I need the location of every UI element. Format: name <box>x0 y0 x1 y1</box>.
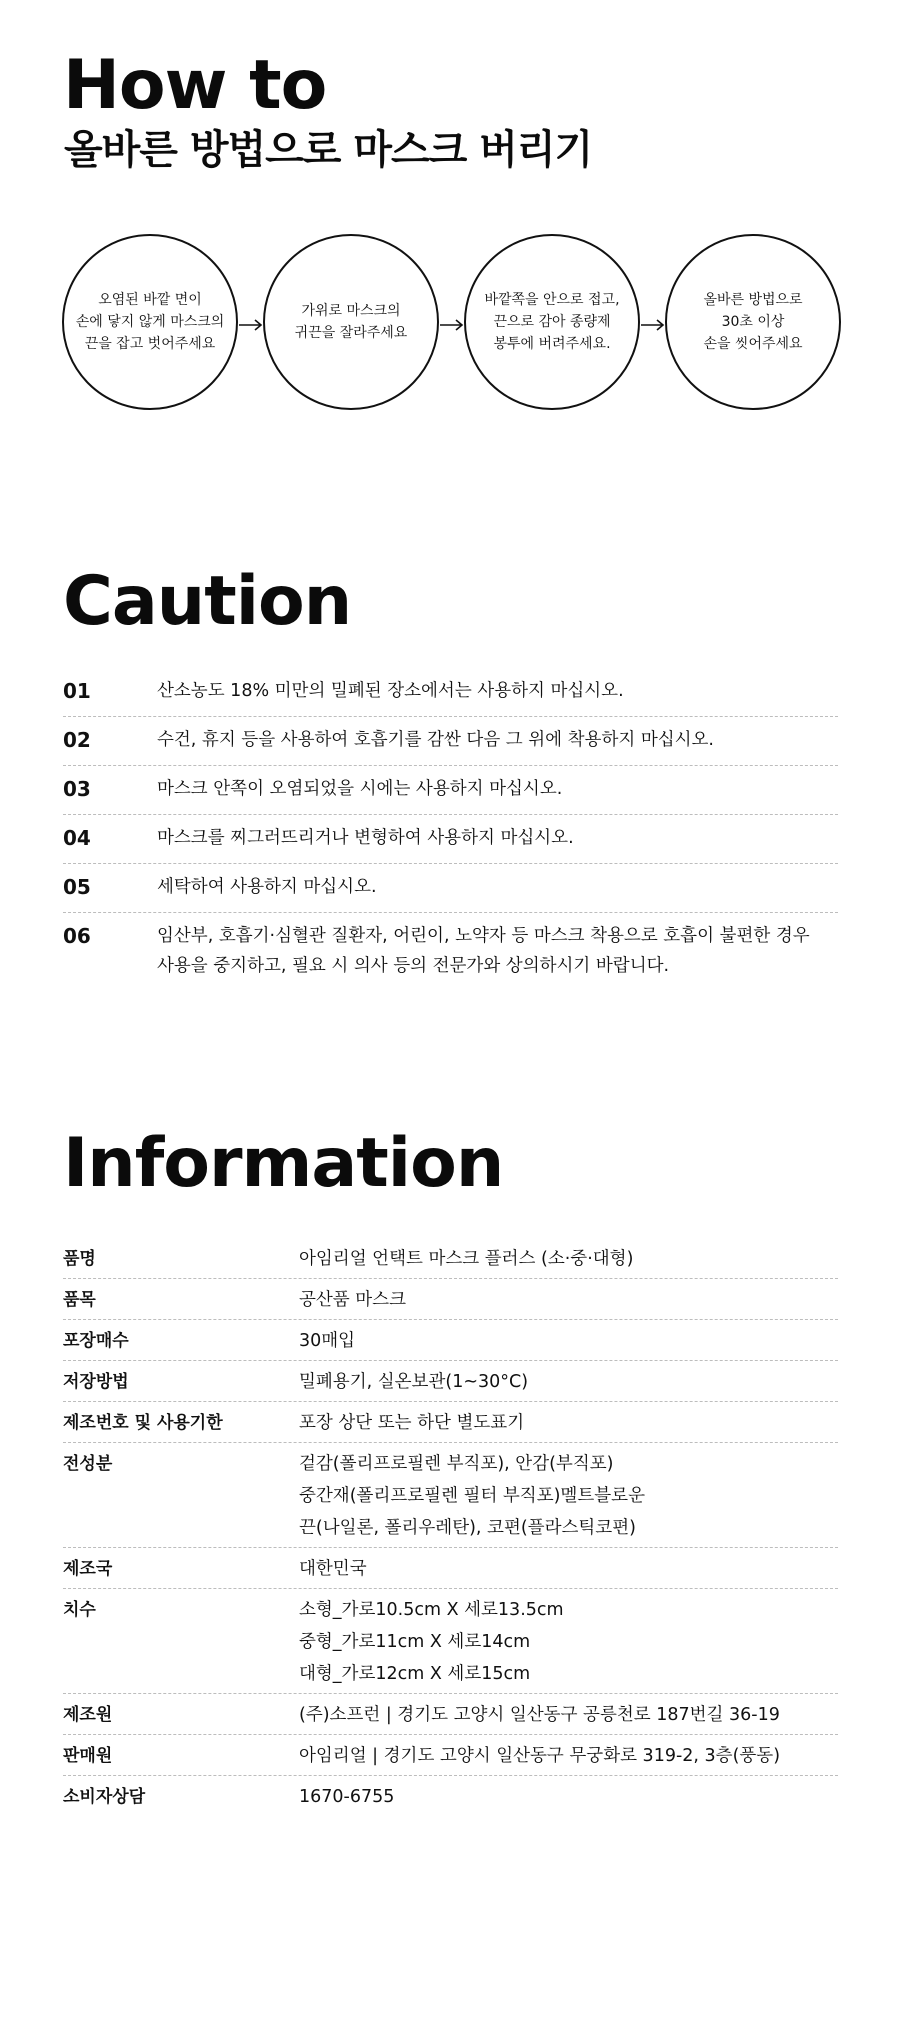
caution-number: 02 <box>63 728 91 752</box>
step-3-circle <box>464 234 640 410</box>
caution-item <box>63 864 838 913</box>
caution-number: 01 <box>63 679 91 703</box>
caution-list <box>63 668 838 991</box>
info-row-ingredients <box>63 1443 838 1548</box>
caution-number: 03 <box>63 777 91 801</box>
info-row-item-type <box>63 1279 838 1320</box>
caution-item <box>63 766 838 815</box>
info-label: 판매원 <box>63 1746 113 1766</box>
howto-steps <box>62 234 842 416</box>
caution-item <box>63 668 838 717</box>
info-value: 1670-6755 <box>299 1787 395 1807</box>
info-value: 소형_가로10.5cm X 세로13.5cm 중형_가로11cm X 세로14cm 대형_가로12cm X 세로15cm <box>299 1600 564 1684</box>
caution-number: 06 <box>63 924 91 948</box>
step-2-circle <box>263 234 439 410</box>
info-label: 품명 <box>63 1249 96 1269</box>
caution-text: 산소농도 18% 미만의 밀폐된 장소에서는 사용하지 마십시오. <box>157 681 624 701</box>
info-row-dimensions <box>63 1589 838 1694</box>
step-3-text: 바깥쪽을 안으로 접고, 끈으로 감아 종량제 봉투에 버려주세요. <box>484 292 620 352</box>
info-value: 공산품 마스크 <box>299 1290 406 1310</box>
info-value: 겉감(폴리프로필렌 부직포), 안감(부직포) 중간재(폴리프로필렌 필터 부직포)멜트블로운 끈(나일론, 폴리우레탄), 코편(플라스틱코편) <box>299 1454 645 1538</box>
info-label: 제조번호 및 사용기한 <box>63 1413 223 1433</box>
info-label: 저장방법 <box>63 1372 129 1392</box>
information-table <box>63 1238 838 1816</box>
step-1-circle <box>62 234 238 410</box>
howto-subtitle: 올바른 방법으로 마스크 버리기 <box>64 127 593 173</box>
arrow-right-icon <box>440 324 464 326</box>
info-value: 아임리얼 언택트 마스크 플러스 (소·중·대형) <box>299 1249 634 1269</box>
info-value: 포장 상단 또는 하단 별도표기 <box>299 1413 525 1433</box>
caution-text: 마스크 안쪽이 오염되었을 시에는 사용하지 마십시오. <box>157 779 563 799</box>
info-label: 전성분 <box>63 1454 113 1474</box>
info-row-pack-count <box>63 1320 838 1361</box>
info-value: 30매입 <box>299 1331 356 1351</box>
info-label: 품목 <box>63 1290 96 1310</box>
caution-item <box>63 717 838 766</box>
info-row-product-name <box>63 1238 838 1279</box>
info-row-country <box>63 1548 838 1589</box>
caution-item <box>63 913 838 991</box>
info-label: 제조국 <box>63 1559 113 1579</box>
step-1-text: 오염된 바깥 면이 손에 닿지 않게 마스크의 끈을 잡고 벗어주세요 <box>75 292 225 352</box>
info-row-manufacturer <box>63 1694 838 1735</box>
caution-text: 수건, 휴지 등을 사용하여 호흡기를 감싼 다음 그 위에 착용하지 마십시오. <box>157 730 714 750</box>
info-value: 밀폐용기, 실온보관(1~30°C) <box>299 1372 529 1392</box>
info-value: (주)소프런 | 경기도 고양시 일산동구 공릉천로 187번길 36-19 <box>299 1705 780 1725</box>
caution-text: 임산부, 호흡기·심혈관 질환자, 어린이, 노약자 등 마스크 착용으로 호흡이 불편한 경우 사용을 중지하고, 필요 시 의사 등의 전문가와 상의하시기 바랍니다. <box>157 926 810 976</box>
caution-text: 세탁하여 사용하지 마십시오. <box>157 877 377 897</box>
info-row-seller <box>63 1735 838 1776</box>
caution-item <box>63 815 838 864</box>
arrow-right-icon <box>239 324 263 326</box>
step-4-text: 올바른 방법으로 30초 이상 손을 씻어주세요 <box>703 292 803 352</box>
caution-title: Caution <box>63 562 352 641</box>
info-row-storage <box>63 1361 838 1402</box>
arrow-right-icon <box>641 324 665 326</box>
info-label: 소비자상담 <box>63 1787 146 1807</box>
caution-number: 05 <box>63 875 91 899</box>
information-title: Information <box>63 1124 504 1203</box>
info-row-lot-expiry <box>63 1402 838 1443</box>
info-label: 제조원 <box>63 1705 113 1725</box>
info-value: 아임리얼 | 경기도 고양시 일산동구 무궁화로 319-2, 3층(풍동) <box>299 1746 781 1766</box>
howto-title: How to <box>63 46 327 125</box>
step-2-text: 가위로 마스크의 귀끈을 잘라주세요 <box>294 303 408 341</box>
info-label: 치수 <box>63 1600 96 1620</box>
info-row-customer-service <box>63 1776 838 1816</box>
step-4-circle <box>665 234 841 410</box>
caution-number: 04 <box>63 826 91 850</box>
info-label: 포장매수 <box>63 1331 129 1351</box>
info-value: 대한민국 <box>299 1559 367 1579</box>
caution-text: 마스크를 찌그러뜨리거나 변형하여 사용하지 마십시오. <box>157 828 574 848</box>
